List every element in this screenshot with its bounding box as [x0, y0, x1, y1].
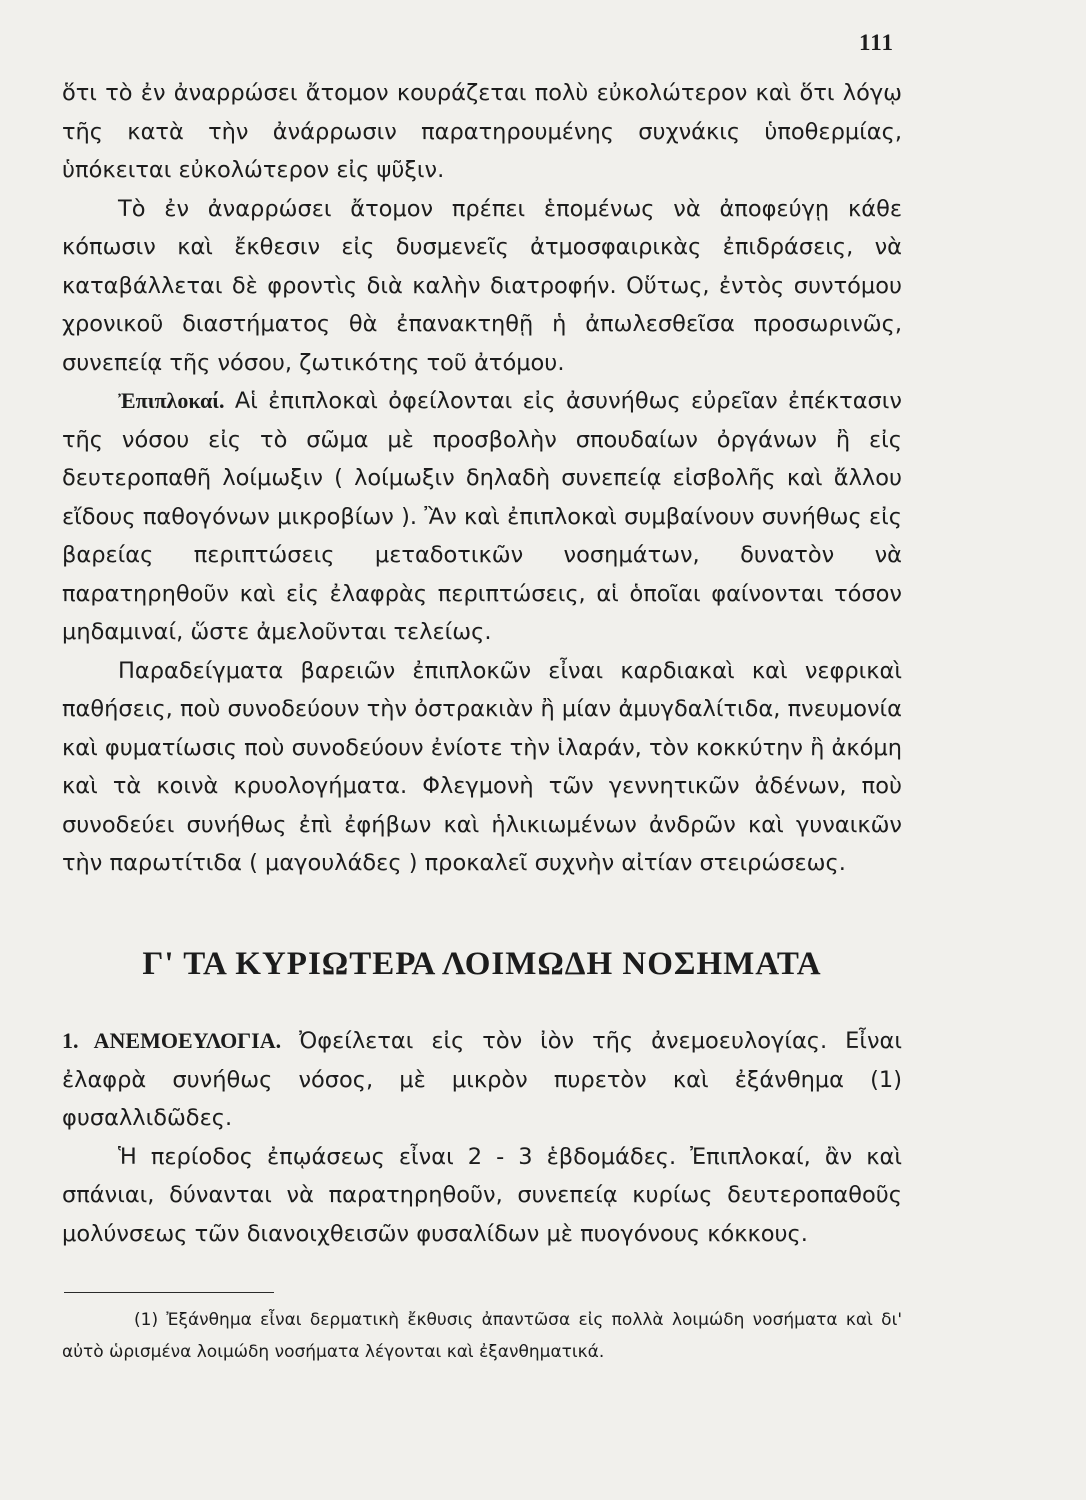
complications-heading: Ἐπιπλοκαί. — [118, 388, 225, 413]
paragraph-complications — [62, 382, 902, 652]
chickenpox-heading: 1. ΑΝΕΜΟΕΥΛΟΓΙΑ. — [62, 1028, 282, 1053]
paragraph-incubation: Ἡ περίοδος ἐπῳάσεως εἶναι 2 - 3 ἑβδομάδες. Ἐπιπλοκαί, ἂν καὶ σπάνιαι, δύνανται νὰ παρατηρηθοῦν, συνεπείᾳ κυρίως δευτεροπαθοῦς μολύνσεως τῶν διανοιχθεισῶν φυσαλίδων μὲ πυογόνους κόκκους. — [62, 1143, 902, 1247]
section-text-block — [62, 1022, 902, 1253]
paragraph-continuation: ὅτι τὸ ἐν ἀναρρώσει ἄτομον κουράζεται πολὺ εὐκολώτερον καὶ ὅτι λόγῳ τῆς κατὰ τὴν ἀνάρρωσιν παρατηρουμένης συχνάκις ὑποθερμίας, ὑπόκειται εὐκολώτερον εἰς ψῦξιν. — [62, 80, 902, 183]
footnote-text: (1) Ἐξάνθημα εἶναι δερματικὴ ἔκθυσις ἀπαντῶσα εἰς πολλὰ λοιμώδη νοσήματα καὶ δι' αὐτὸ ὡρισμένα λοιμώδη νοσήματα λέγονται καὶ ἐξανθηματικά. — [62, 1310, 902, 1362]
complications-text: Αἱ ἐπιπλοκαὶ ὀφείλονται εἰς ἀσυνήθως εὐρεῖαν ἐπέκτασιν τῆς νόσου εἰς τὸ σῶμα μὲ προσβολὴν σπουδαίων ὀργάνων ἢ εἰς δευτεροπαθῆ λοίμωξιν ( λοίμωξιν δηλαδὴ συνεπείᾳ εἰσβολῆς καὶ ἄλλου εἴδους παθογόνων μικροβίων ). Ἂν καὶ ἐπιπλοκαὶ συμβαίνουν συνήθως εἰς βαρείας περιπτώσεις μεταδοτικῶν νοσημάτων, δυνατὸν νὰ παρατηρηθοῦν καὶ εἰς ἐλαφρὰς περιπτώσεις, αἱ ὁποῖαι φαίνονται τόσον μηδαμιναί, ὥστε ἀμελοῦνται τελείως. — [62, 388, 902, 645]
chickenpox-text: Ὀφείλεται εἰς τὸν ἰὸν τῆς ἀνεμοευλογίας. Εἶναι ἐλαφρὰ συνήθως νόσος, μὲ μικρὸν πυρετὸν καὶ ἐξάνθημα (1) φυσαλλιδῶδες. — [62, 1028, 903, 1131]
footnote-divider — [64, 1292, 274, 1293]
main-text-block — [62, 74, 902, 883]
paragraph-convalescence: Τὸ ἐν ἀναρρώσει ἄτομον πρέπει ἑπομένως νὰ ἀποφεύγῃ κάθε κόπωσιν καὶ ἔκθεσιν εἰς δυσμενεῖς ἀτμοσφαιρικὰς ἐπιδράσεις, νὰ καταβάλλεται δὲ φροντὶς διὰ καλὴν διατροφήν. Οὕτως, ἐντὸς συντόμου χρονικοῦ διαστήματος θὰ ἐπανακτηθῇ ἡ ἀπωλεσθεῖσα προσωρινῶς, συνεπείᾳ τῆς νόσου, ζωτικότης τοῦ ἀτόμου. — [62, 195, 902, 376]
paragraph-chickenpox — [62, 1022, 902, 1138]
paragraph-examples: Παραδείγματα βαρειῶν ἐπιπλοκῶν εἶναι καρδιακαὶ καὶ νεφρικαὶ παθήσεις, ποὺ συνοδεύουν τὴν ὀστρακιὰν ἢ μίαν ἀμυγδαλίτιδα, πνευμονία καὶ φυματίωσις ποὺ συνοδεύουν ἐνίοτε τὴν ἱλαράν, τὸν κοκκύτην ἢ ἀκόμη καὶ τὰ κοινὰ κρυολογήματα. Φλεγμονὴ τῶν γεννητικῶν ἀδένων, ποὺ συνοδεύει συνήθως ἐπὶ ἐφήβων καὶ ἡλικιωμένων ἀνδρῶν καὶ γυναικῶν τὴν παρωτίτιδα ( μαγουλάδες ) προκαλεῖ συχνὴν αἰτίαν στειρώσεως. — [62, 657, 902, 876]
page-number: 111 — [859, 30, 894, 55]
footnote — [62, 1304, 902, 1368]
section-heading: Γ' ΤΑ ΚΥΡΙΩΤΕΡΑ ΛΟΙΜΩΔΗ ΝΟΣΗΜΑΤΑ — [142, 946, 822, 982]
